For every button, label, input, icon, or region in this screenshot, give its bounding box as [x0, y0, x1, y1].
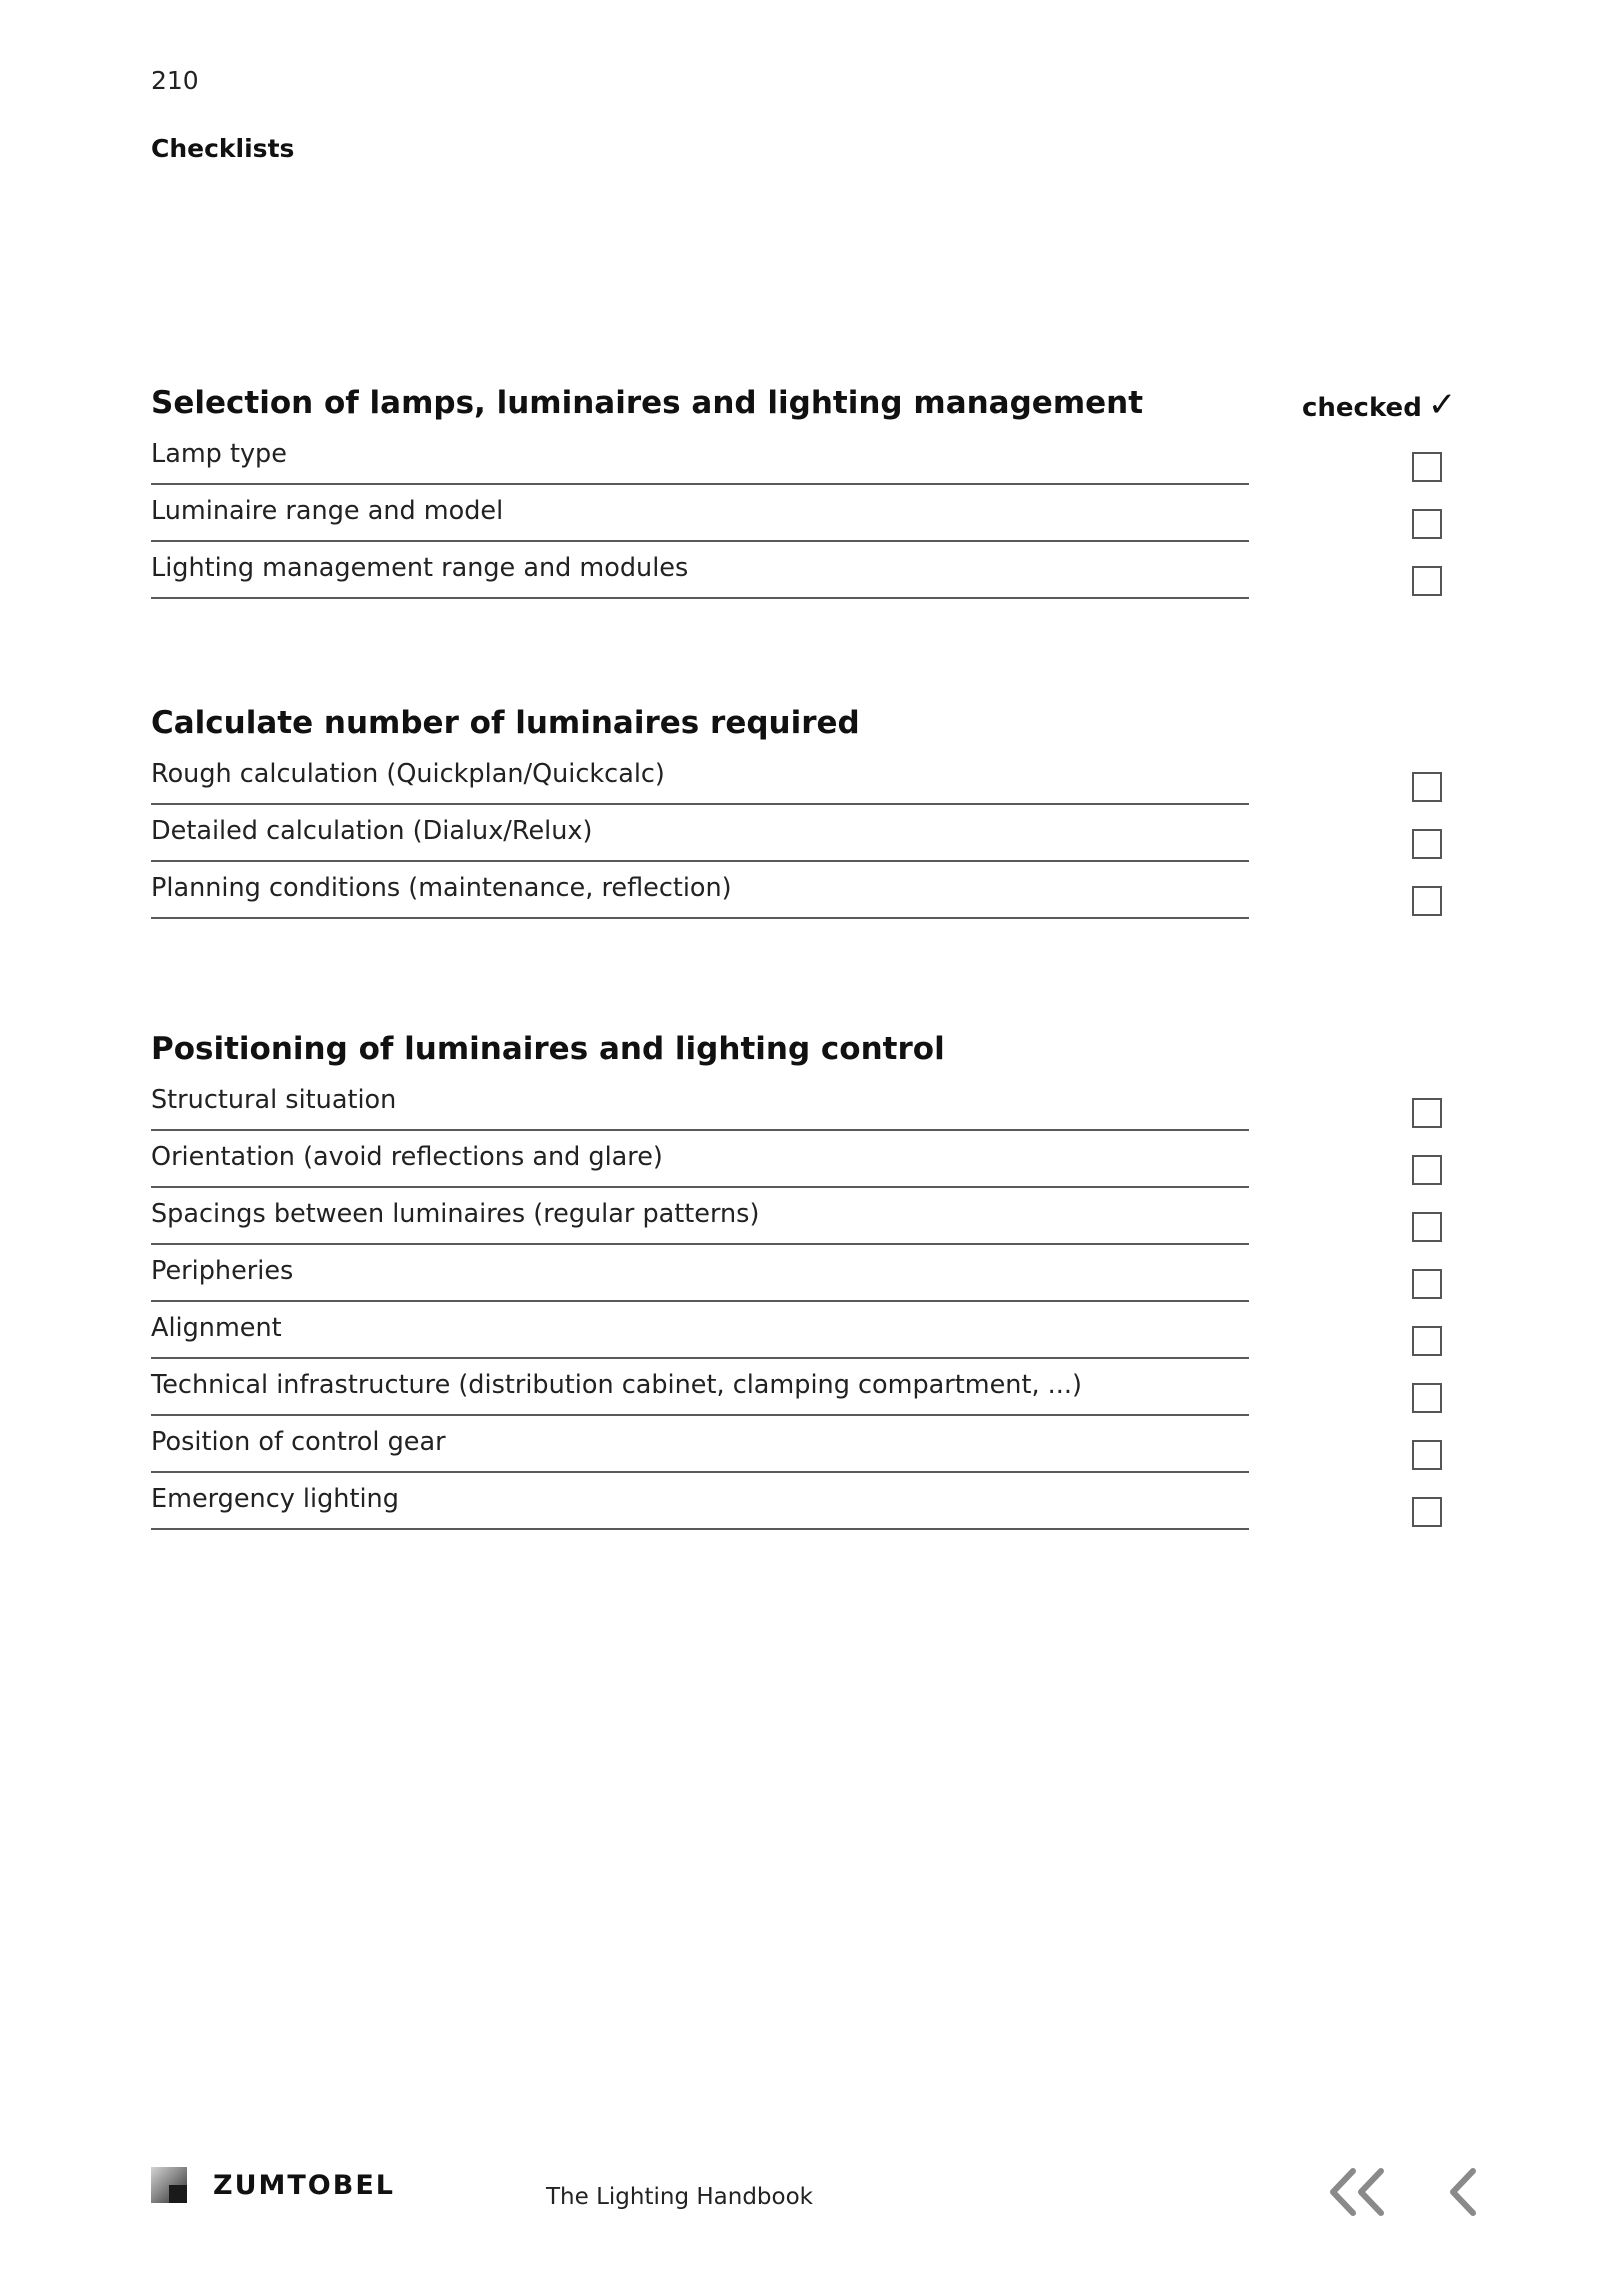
checklist-checkbox[interactable]	[1412, 1098, 1442, 1128]
checklist-checkbox[interactable]	[1412, 452, 1442, 482]
checklist-item	[151, 1190, 1451, 1247]
checklist-section-calculate	[151, 703, 1451, 921]
divider	[151, 917, 1249, 919]
checklist-item	[151, 1076, 1451, 1133]
checklist-item	[151, 544, 1451, 601]
checklist-item-label: Lamp type	[151, 439, 287, 469]
divider	[151, 803, 1249, 805]
checklist-checkbox[interactable]	[1412, 886, 1442, 916]
divider	[151, 1300, 1249, 1302]
checklist-item-label: Orientation (avoid reflections and glare)	[151, 1142, 663, 1172]
checklist-item	[151, 807, 1451, 864]
checklist-item-label: Technical infrastructure (distribution cabinet, clamping compartment, ...)	[151, 1370, 1082, 1400]
checklist-item	[151, 1361, 1451, 1418]
page-number: 210	[151, 66, 199, 95]
checklist-item	[151, 1304, 1451, 1361]
chevron-left-icon	[1445, 2165, 1481, 2219]
checklist-item-label: Position of control gear	[151, 1427, 446, 1457]
section-title: Calculate number of luminaires required	[151, 705, 860, 741]
checklist-item	[151, 1247, 1451, 1304]
checklist-item	[151, 864, 1451, 921]
checked-column-label: checked	[1302, 393, 1422, 423]
divider	[151, 1243, 1249, 1245]
checklist-checkbox[interactable]	[1412, 1155, 1442, 1185]
checkmark-icon: ✓	[1427, 385, 1457, 425]
divider	[151, 1129, 1249, 1131]
checklist-checkbox[interactable]	[1412, 1269, 1442, 1299]
checklist-item-label: Rough calculation (Quickplan/Quickcalc)	[151, 759, 665, 789]
checklist-checkbox[interactable]	[1412, 1440, 1442, 1470]
zumtobel-logo-icon	[151, 2167, 187, 2203]
checklist-item-label: Spacings between luminaires (regular patterns)	[151, 1199, 760, 1229]
divider	[151, 597, 1249, 599]
checklist-checkbox[interactable]	[1412, 509, 1442, 539]
divider	[151, 1357, 1249, 1359]
brand-logo	[151, 2165, 395, 2205]
checklist-item	[151, 430, 1451, 487]
section-title: Positioning of luminaires and lighting control	[151, 1031, 945, 1067]
checklist-item-label: Emergency lighting	[151, 1484, 399, 1514]
checklist-item-label: Peripheries	[151, 1256, 294, 1286]
checklist-section-positioning	[151, 1029, 1451, 1532]
brand-name: ZUMTOBEL	[213, 2169, 395, 2201]
checklist-item	[151, 1418, 1451, 1475]
divider	[151, 540, 1249, 542]
checklist-checkbox[interactable]	[1412, 772, 1442, 802]
divider	[151, 483, 1249, 485]
divider	[151, 1414, 1249, 1416]
checklist-item-label: Detailed calculation (Dialux/Relux)	[151, 816, 593, 846]
checklist-item	[151, 1133, 1451, 1190]
checklist-section-lamps	[151, 383, 1451, 601]
checklist-item-label: Alignment	[151, 1313, 282, 1343]
checklist-item-label: Lighting management range and modules	[151, 553, 689, 583]
checklist-item-label: Planning conditions (maintenance, reflection)	[151, 873, 732, 903]
checklist-item	[151, 750, 1451, 807]
checklist-checkbox[interactable]	[1412, 1212, 1442, 1242]
checklist-checkbox[interactable]	[1412, 1497, 1442, 1527]
double-chevron-left-icon	[1325, 2165, 1389, 2219]
checklist-checkbox[interactable]	[1412, 1326, 1442, 1356]
divider	[151, 1528, 1249, 1530]
checklist-item	[151, 487, 1451, 544]
previous-page-button[interactable]	[1445, 2165, 1481, 2219]
checklist-item-label: Luminaire range and model	[151, 496, 504, 526]
chapter-title: Checklists	[151, 134, 295, 163]
checklist-item	[151, 1475, 1451, 1532]
divider	[151, 1471, 1249, 1473]
checklist-checkbox[interactable]	[1412, 1383, 1442, 1413]
divider	[151, 860, 1249, 862]
checklist-checkbox[interactable]	[1412, 566, 1442, 596]
first-page-button[interactable]	[1325, 2165, 1389, 2219]
divider	[151, 1186, 1249, 1188]
checklist-checkbox[interactable]	[1412, 829, 1442, 859]
section-title: Selection of lamps, luminaires and lighting management	[151, 385, 1144, 421]
footer-title: The Lighting Handbook	[546, 2184, 813, 2210]
checklist-item-label: Structural situation	[151, 1085, 397, 1115]
